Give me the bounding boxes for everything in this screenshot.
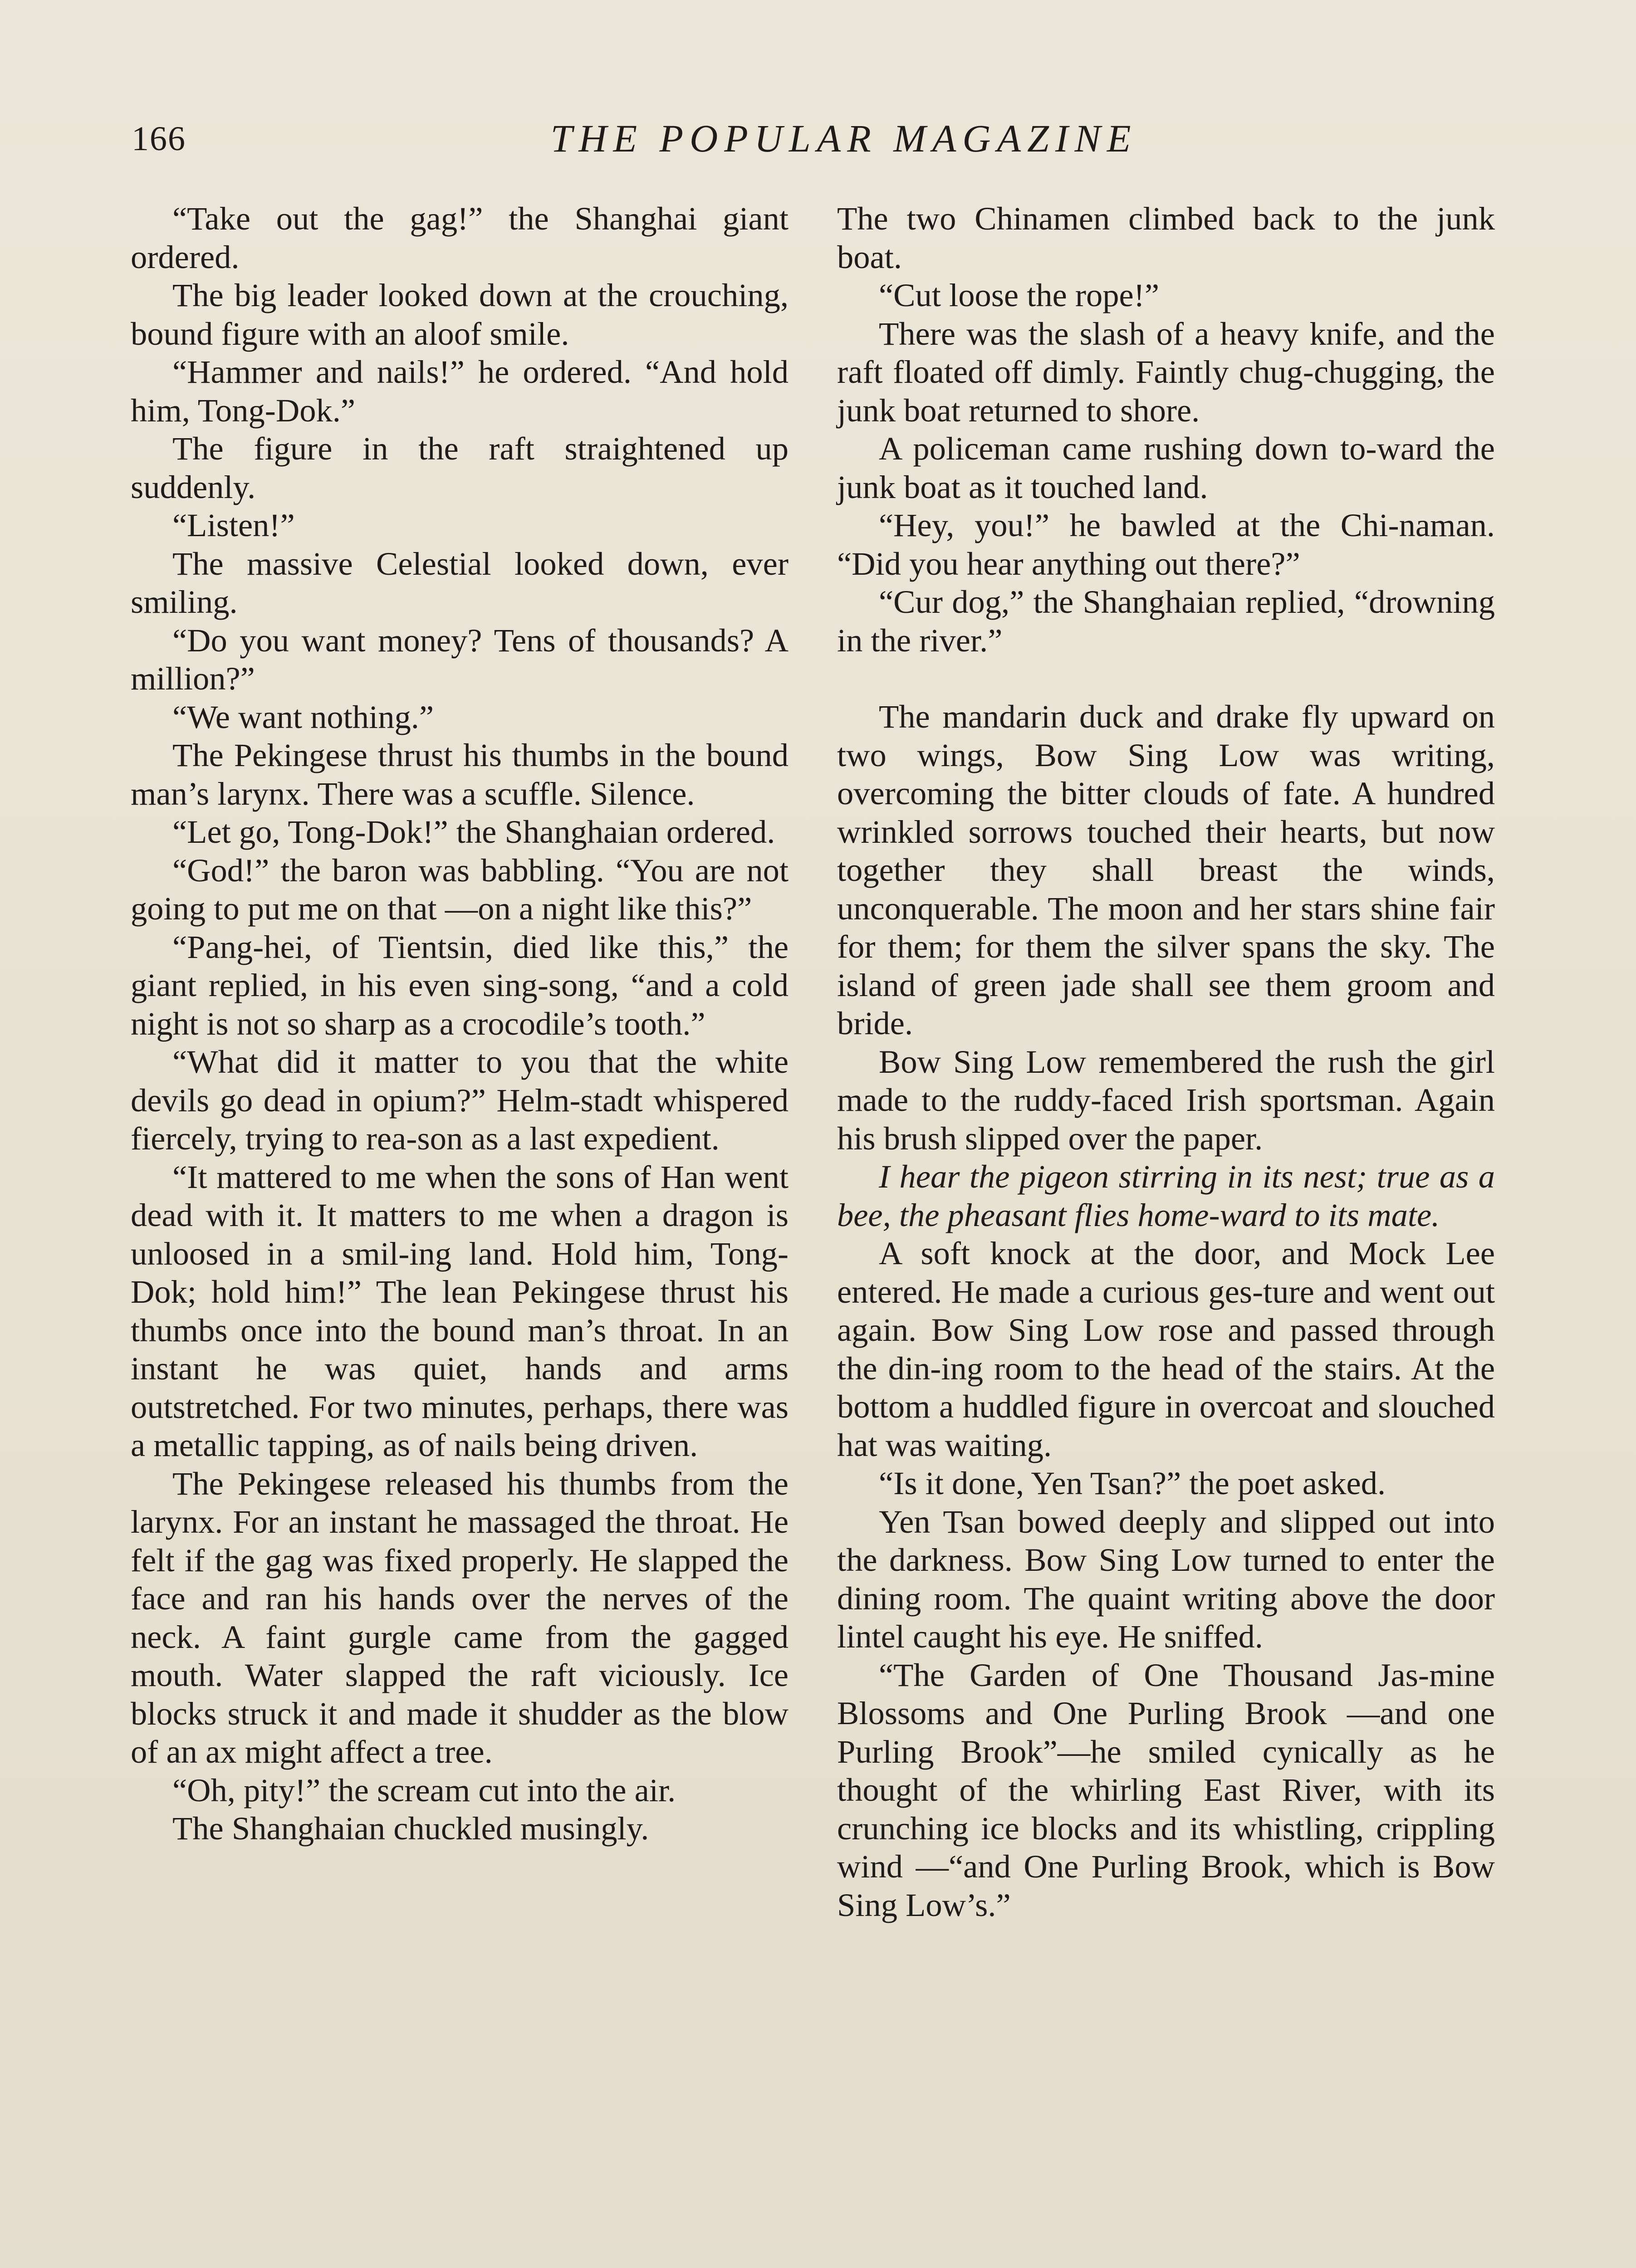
paragraph: “Is it done, Yen Tsan?” the poet asked.	[879, 1465, 1386, 1501]
paragraph: “Hammer and nails!” he ordered. “And hold him, Tong-Dok.”	[131, 353, 789, 429]
page-header	[132, 116, 1502, 166]
paragraph: “It mattered to me when the sons of Han went dead with it. It matters to me when a dragon is unloosed in a smil-ing land. Hold him, Tong-Dok; hold him!” The lean Pekingese thrust his thumbs once into the bound man’s throat. In an instant he was quiet, hands and arms outstretched. For two minutes, perhaps, there was a metallic tapping, as of nails being driven.	[131, 1158, 789, 1463]
paragraph: A policeman came rushing down to-ward the junk boat as it touched land.	[837, 430, 1495, 505]
paragraph: The massive Celestial looked down, ever smiling.	[131, 545, 789, 620]
paragraph: Yen Tsan bowed deeply and slipped out into the darkness. Bow Sing Low turned to enter the dining room. The quaint writing above the door lintel caught his eye. He sniffed.	[837, 1503, 1495, 1655]
paragraph: “Listen!”	[172, 507, 295, 543]
paragraph: The figure in the raft straightened up suddenly.	[131, 430, 789, 505]
paragraph: “Take out the gag!” the Shanghai giant ordered.	[131, 200, 789, 275]
paragraph: “Oh, pity!” the scream cut into the air.	[172, 1771, 676, 1809]
paragraph: “We want nothing.”	[172, 698, 434, 735]
paragraph: “Cut loose the rope!”	[879, 277, 1160, 313]
paragraph: “What did it matter to you that the white devils go dead in opium?” Helm-stadt whispered fiercely, trying to rea-son as a last expedient.	[131, 1043, 789, 1157]
paragraph: “God!” the baron was babbling. “You are not going to put me on that —on a night like this?”	[131, 851, 789, 927]
paragraph: “Hey, you!” he bawled at the Chi-naman. “Did you hear anything out there?”	[837, 507, 1495, 582]
paragraph: Bow Sing Low remembered the rush the girl made to the ruddy-faced Irish sportsman. Again his brush slipped over the paper.	[837, 1043, 1495, 1157]
poem-paragraph: The mandarin duck and drake fly upward on two wings, Bow Sing Low was writing, overcoming the bitter clouds of fate. A hundred wrinkled sorrows touched their hearts, but now together they shall breast the winds, unconquerable. The moon and her stars shine fair for them; for them the silver spans the sky. The island of green jade shall see them groom and bride.	[837, 698, 1495, 1041]
poem-paragraph: I hear the pigeon stirring in its nest; true as a bee, the pheasant flies home-ward to its mate.	[837, 1158, 1495, 1233]
right-column	[837, 200, 1495, 1924]
paragraph: There was the slash of a heavy knife, and the raft floated off dimly. Faintly chug-chugging, the junk boat returned to shore.	[837, 315, 1495, 429]
paragraph: The Pekingese released his thumbs from the larynx. For an instant he massaged the throat. He felt if the gag was fixed properly. He slapped the face and ran his hands over the nerves of the neck. A faint gurgle came from the gagged mouth. Water slapped the raft viciously. Ice blocks struck it and made it shudder as the blow of an ax might affect a tree.	[131, 1465, 789, 1770]
paragraph: “Let go, Tong-Dok!” the Shanghaian ordered.	[172, 813, 775, 850]
page-number: 166	[132, 120, 186, 158]
running-head: THE POPULAR MAGAZINE	[550, 117, 1137, 160]
paragraph: “Pang-hei, of Tientsin, died like this,” the giant replied, in his even sing-song, “and a cold night is not so sharp as a crocodile’s tooth.”	[131, 928, 789, 1042]
paragraph: The big leader looked down at the crouching, bound figure with an aloof smile.	[131, 277, 789, 352]
left-column	[131, 200, 789, 1848]
paragraph: “Do you want money? Tens of thousands? A million?”	[131, 621, 789, 697]
paragraph: The two Chinamen climbed back to the junk boat.	[837, 200, 1495, 275]
paragraph: A soft knock at the door, and Mock Lee entered. He made a curious ges-ture and went out again. Bow Sing Low rose and passed through the din-ing room to the head of the stairs. At the bottom a huddled figure in overcoat and slouched hat was waiting.	[837, 1235, 1495, 1463]
paragraph: The Shanghaian chuckled musingly.	[172, 1810, 649, 1847]
paragraph: “The Garden of One Thousand Jas-mine Blossoms and One Purling Brook —and one Purling Brook”—he smiled cynically as he thought of the whirling East River, with its crunching ice blocks and its whistling, crippling wind —“and One Purling Brook, which is Bow Sing Low’s.”	[837, 1656, 1495, 1923]
paragraph: “Cur dog,” the Shanghaian replied, “drowning in the river.”	[837, 583, 1495, 659]
paragraph: The Pekingese thrust his thumbs in the bound man’s larynx. There was a scuffle. Silence.	[131, 737, 789, 812]
